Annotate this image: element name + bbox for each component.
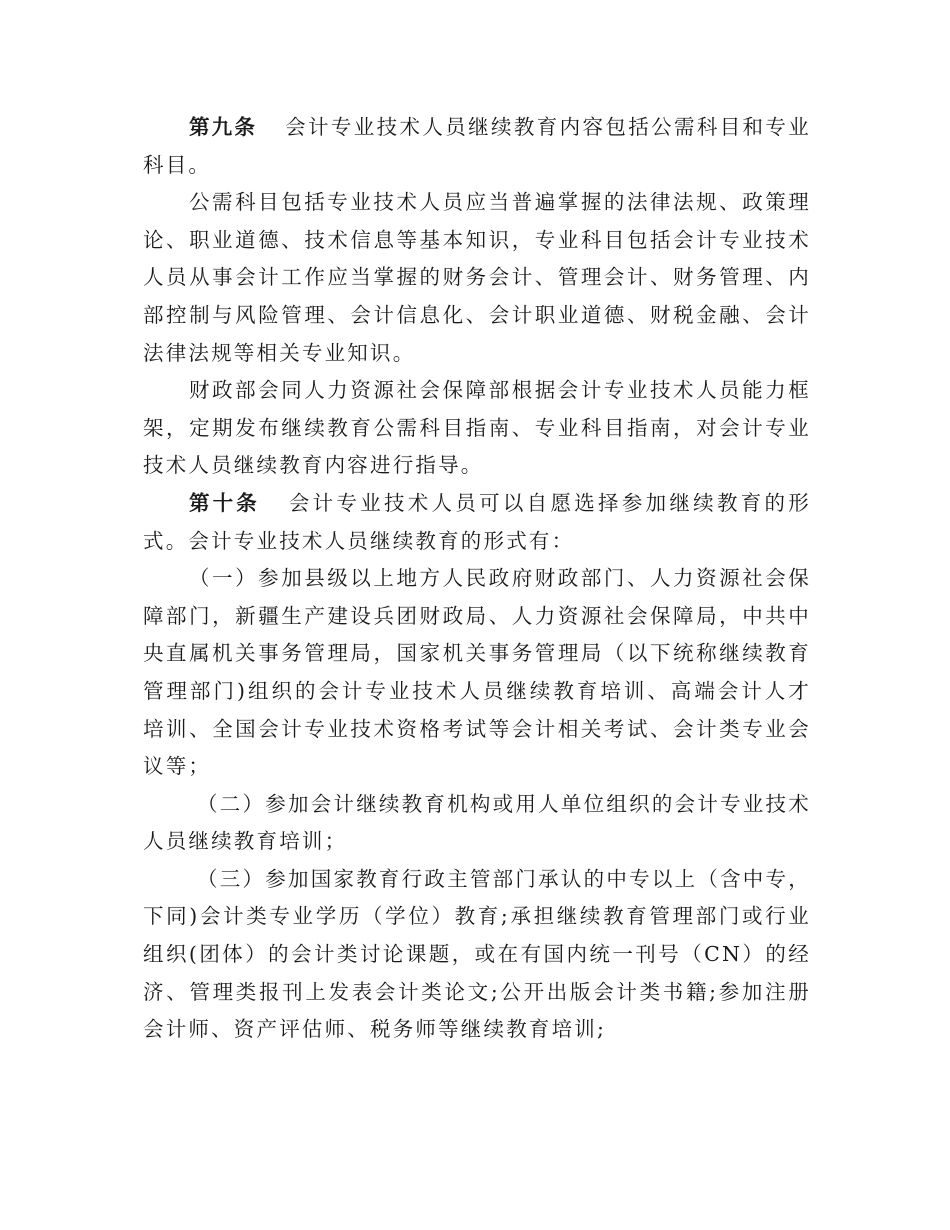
article-10-item-1: （一）参加县级以上地方人民政府财政部门、人力资源社会保障部门，新疆生产建设兵团财政局、人力资源社会保障局，中共中央直属机关事务管理局，国家机关事务管理局（以下统称继续教育管理部门)组织的会计专业技术人员继续教育培训、高端会计人才培训、全国会计专业技术资格考试等会计相关考试、会计类专业会议等； bbox=[143, 566, 811, 779]
article-9-label: 第九条 bbox=[189, 115, 258, 139]
article-9-paragraph bbox=[143, 109, 811, 184]
article-9-intro: 会计专业技术人员继续教育内容包括公需科目和专业科目。 bbox=[143, 115, 811, 177]
document-page bbox=[143, 109, 811, 1049]
article-10-paragraph bbox=[143, 485, 811, 560]
article-9-guidance: 财政部会同人力资源社会保障部根据会计专业技术人员能力框架，定期发布继续教育公需科目指南、专业科目指南，对会计专业技术人员继续教育内容进行指导。 bbox=[143, 378, 811, 478]
article-10-label: 第十条 bbox=[189, 490, 260, 515]
article-10-item-3: （三）参加国家教育行政主管部门承认的中专以上（含中专，下同)会计类专业学历（学位）教育;承担继续教育管理部门或行业组织(团体）的会计类讨论课题，或在有国内统一刊号（CN）的经济、管理类报刊上发表会计类论文;公开出版会计类书籍;参加注册会计师、资产评估师、税务师等继续教育培训; bbox=[143, 866, 811, 1042]
article-10-item-2: （二）参加会计继续教育机构或用人单位组织的会计专业技术人员继续教育培训； bbox=[143, 791, 811, 854]
article-9-public-subjects: 公需科目包括专业技术人员应当普遍掌握的法律法规、政策理论、职业道德、技术信息等基本知识，专业科目包括会计专业技术人员从事会计工作应当掌握的财务会计、管理会计、财务管理、内部控制与风险管理、会计信息化、会计职业道德、财税金融、会计法律法规等相关专业知识。 bbox=[143, 190, 811, 365]
article-10-intro: 会计专业技术人员可以自愿选择参加继续教育的形式。会计专业技术人员继续教育的形式有： bbox=[143, 490, 812, 553]
